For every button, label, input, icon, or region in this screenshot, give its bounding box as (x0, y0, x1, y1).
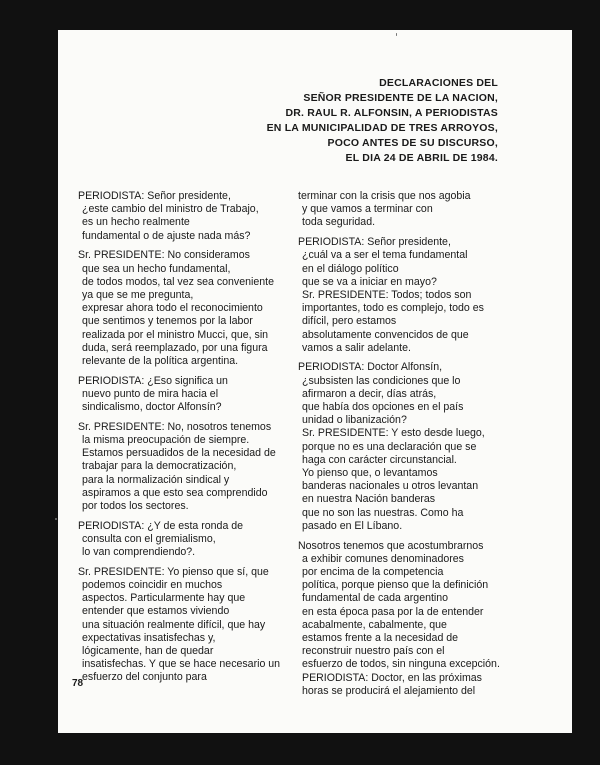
text-line: expectativas insatisfechas y, (82, 631, 216, 644)
text-column-left (78, 190, 290, 691)
text-line: vamos a salir adelante. (302, 341, 411, 354)
text-line: reconstruir nuestro país con el (302, 645, 445, 658)
text-line: que no son las nuestras. Como ha (302, 506, 464, 519)
text-line: lógicamente, han de quedar (82, 645, 214, 657)
text-line: banderas nacionales u otros levantan (302, 480, 479, 493)
text-line: PERIODISTA: Doctor Alfonsín, (298, 361, 443, 374)
text-line: afirmaron a decir, días atrás, (302, 387, 437, 400)
text-line: por encima de la competencia (302, 565, 444, 578)
scan-border-bottom (0, 733, 600, 765)
document-heading (198, 76, 498, 166)
paragraph (78, 190, 290, 243)
text-line: la misma preocupación de siempre. (82, 433, 250, 446)
page-number: 78 (72, 678, 84, 689)
paragraph (298, 190, 506, 230)
text-line: ¿este cambio del ministro de Trabajo, (82, 203, 259, 216)
text-line: toda seguridad. (302, 216, 376, 229)
paragraph (78, 421, 290, 513)
scan-speck (396, 33, 397, 36)
heading-line: POCO ANTES DE SU DISCURSO, (327, 137, 498, 149)
text-line: trabajar para la democratización, (82, 460, 237, 473)
paragraph (78, 566, 290, 685)
text-line: ¿cuál va a ser el tema fundamental (302, 249, 468, 262)
paragraph (78, 249, 290, 368)
text-line: PERIODISTA: Señor presidente, (298, 236, 451, 249)
text-line: lo van comprendiendo?. (82, 546, 196, 559)
text-line: duda, será reemplazado, por una figura (82, 341, 268, 354)
text-line: horas se producirá el alejamiento del (302, 684, 476, 697)
text-line: aspiramos a que esto sea comprendido (82, 486, 268, 499)
text-line: importantes, todo es complejo, todo es (302, 302, 484, 315)
heading-line: SEÑOR PRESIDENTE DE LA NACION, (303, 92, 498, 104)
scan-border-left (0, 0, 58, 765)
text-line: de todos modos, tal vez sea conveniente (82, 275, 274, 288)
text-line: a exhibir comunes denominadores (302, 552, 464, 565)
text-line: Sr. PRESIDENTE: No, nosotros tenemos (78, 420, 272, 433)
text-line: Sr. PRESIDENTE: Y esto desde luego, (302, 427, 485, 440)
text-line: terminar con la crisis que nos agobia (298, 190, 471, 202)
text-line: en el diálogo político (302, 262, 399, 275)
text-line: sindicalismo, doctor Alfonsín? (82, 401, 222, 414)
text-line: y que vamos a terminar con (302, 203, 433, 216)
text-line: en esta época pasa por la de entender (302, 605, 484, 618)
paragraph (298, 236, 506, 355)
text-line: fundamental o de ajuste nada más? (82, 229, 251, 242)
text-line: porque no es una declaración que se (302, 440, 477, 453)
text-line: Estamos persuadidos de la necesidad de (82, 447, 276, 460)
text-line: ya que se me pregunta, (82, 288, 194, 301)
text-line: pasado en El Líbano. (302, 519, 403, 532)
text-line: Yo pienso que, o levantamos (302, 467, 438, 480)
text-line: que se va a iniciar en mayo? (302, 275, 437, 288)
text-line: nuevo punto de mira hacia el (82, 387, 219, 400)
text-line: PERIODISTA: Señor presidente, (78, 190, 231, 202)
text-line: para la normalización sindical y (82, 473, 230, 486)
text-line: que sea un hecho fundamental, (82, 262, 231, 275)
text-line: aspectos. Particularmente hay que (82, 592, 246, 605)
heading-line: EN LA MUNICIPALIDAD DE TRES ARROYOS, (266, 122, 498, 134)
text-line: que sentimos y tenemos por la labor (82, 315, 253, 328)
text-line: PERIODISTA: Doctor, en las próximas (302, 671, 482, 684)
text-line: entender que estamos viviendo (82, 605, 230, 618)
text-line: relevante de la política argentina. (82, 354, 239, 367)
text-column-right (298, 190, 506, 705)
text-line: es un hecho realmente (82, 216, 190, 229)
text-line: absolutamente convencidos de que (302, 328, 469, 341)
text-line: ¿subsisten las condiciones que lo (302, 374, 461, 387)
text-line: expresar ahora todo el reconocimiento (82, 302, 263, 315)
text-line: Sr. PRESIDENTE: Todos; todos son (302, 288, 472, 301)
text-line: esfuerzo de todos, sin ninguna excepción. (302, 658, 500, 671)
paragraph (78, 520, 290, 560)
text-line: por todos los sectores. (82, 499, 189, 512)
text-line: haga con carácter circunstancial. (302, 453, 457, 466)
text-line: que había dos opciones en el país (302, 401, 464, 414)
text-line: Sr. PRESIDENTE: No consideramos (78, 249, 250, 262)
text-line: estamos frente a la necesidad de (302, 632, 459, 644)
text-line: una situación realmente difícil, que hay (82, 618, 266, 631)
text-line: consulta con el gremialismo, (82, 532, 216, 545)
text-line: unidad o libanización? (302, 414, 407, 427)
text-line: esfuerzo del conjunto para (82, 671, 207, 684)
text-line: insatisfechas. Y que se hace necesario un (82, 658, 281, 671)
text-line: difícil, pero estamos (302, 315, 397, 328)
paragraph (78, 375, 290, 415)
text-line: podemos coincidir en muchos (82, 578, 223, 591)
scan-speck (55, 518, 57, 520)
text-line: Nosotros tenemos que acostumbrarnos (298, 539, 484, 552)
text-line: fundamental de cada argentino (302, 592, 449, 605)
heading-line: DR. RAUL R. ALFONSIN, A PERIODISTAS (285, 107, 498, 119)
heading-line: EL DIA 24 DE ABRIL DE 1984. (345, 152, 498, 164)
heading-line: DECLARACIONES DEL (379, 77, 498, 89)
text-line: acabalmente, cabalmente, que (302, 618, 447, 631)
text-line: realizada por el ministro Mucci, que, sin (82, 328, 269, 341)
paragraph (298, 361, 506, 533)
text-line: PERIODISTA: ¿Eso significa un (78, 374, 228, 387)
scan-border-right (572, 0, 600, 765)
paragraph (298, 540, 506, 698)
text-line: política, porque pienso que la definición (302, 579, 489, 592)
scan-border-top (0, 0, 600, 30)
text-line: Sr. PRESIDENTE: Yo pienso que sí, que (78, 565, 269, 578)
text-line: en nuestra Nación banderas (302, 493, 436, 506)
text-line: PERIODISTA: ¿Y de esta ronda de (78, 519, 244, 532)
